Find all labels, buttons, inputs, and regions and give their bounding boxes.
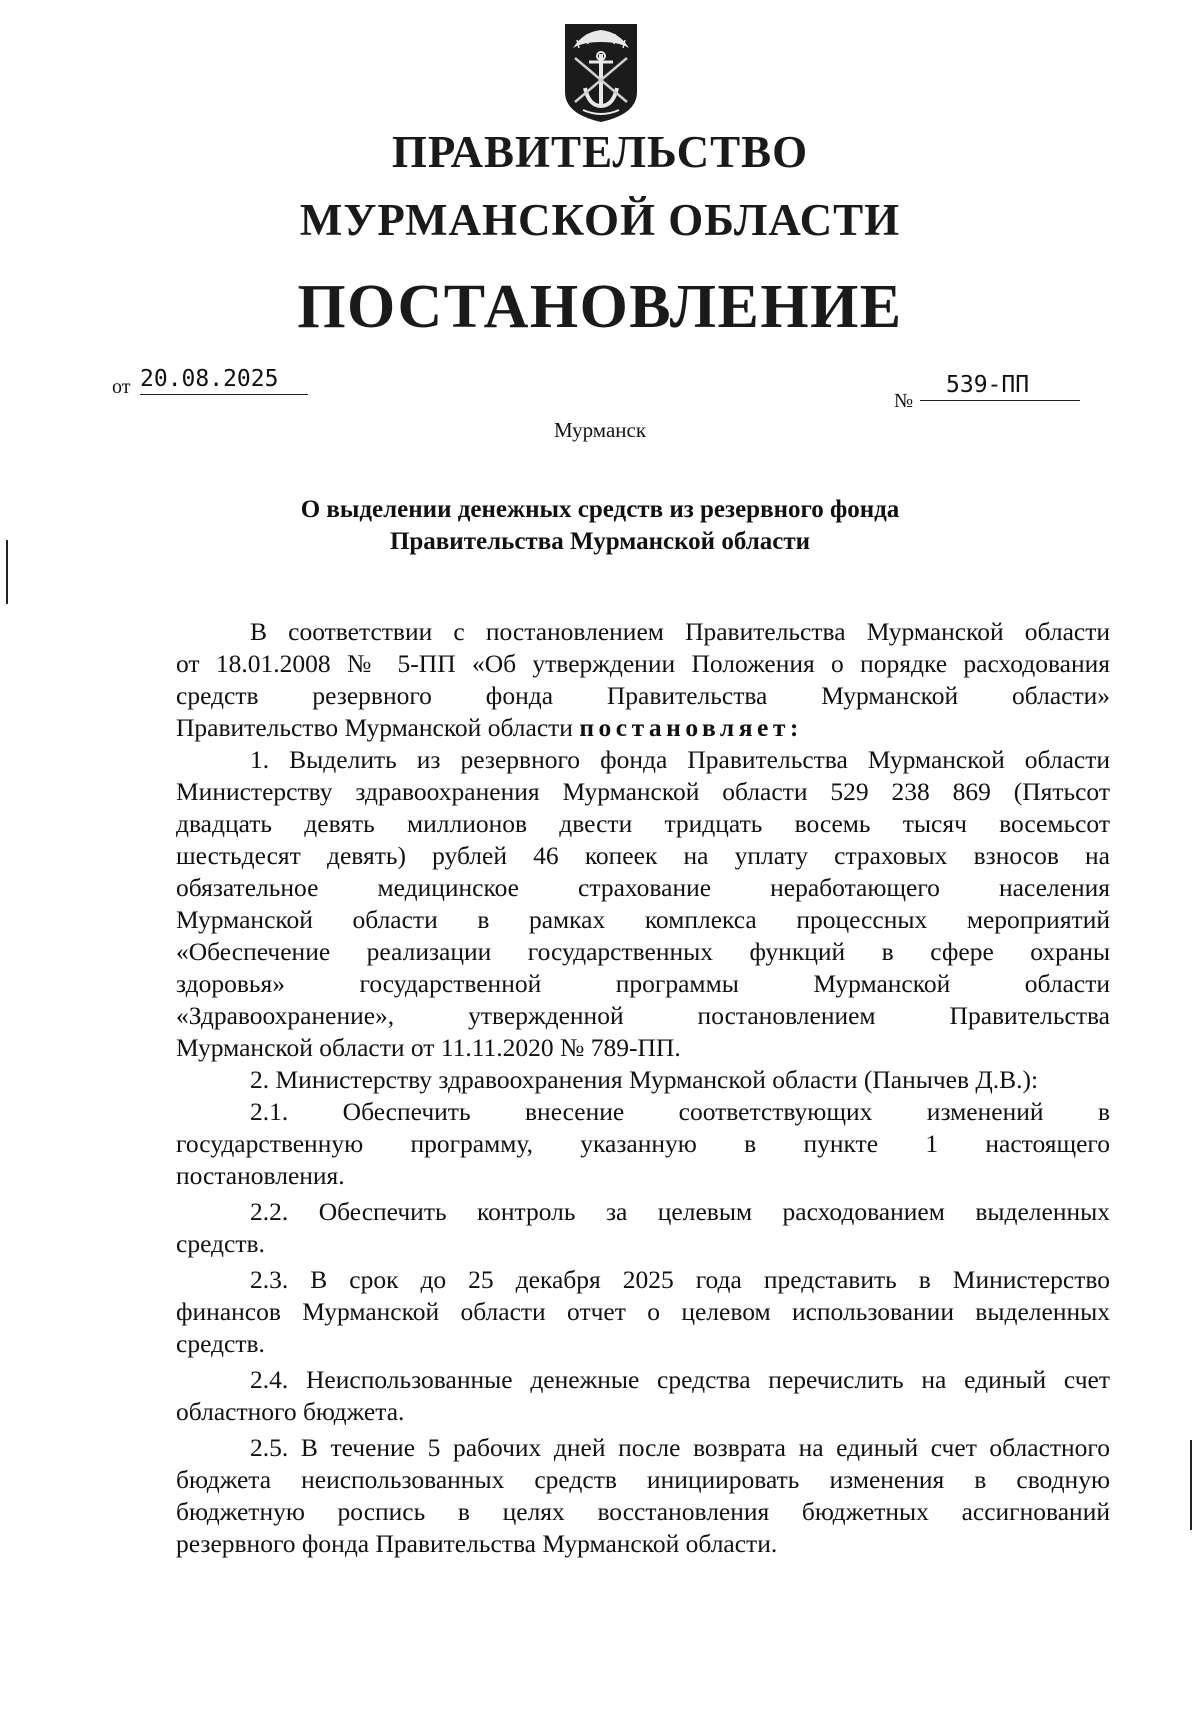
number-prefix: № [894, 390, 914, 412]
body-line: от 18.01.2008 № 5-ПП «Об утверждении Положения о порядке расходования [176, 649, 1110, 678]
coat-of-arms-icon [563, 22, 639, 124]
scan-margin-mark [1190, 1440, 1192, 1530]
body-line: здоровья» государственной программы Мурманской области [176, 969, 1110, 998]
body-line: Мурманской области от 11.11.2020 № 789-ПП. [176, 1033, 681, 1062]
body-line: бюджетную роспись в целях восстановления бюджетных ассигнований [176, 1497, 1110, 1526]
body-line: средств резервного фонда Правительства Мурманской области» [176, 681, 1110, 710]
body-line: шестьдесят девять) рублей 46 копеек на уплату страховых взносов на [176, 841, 1110, 870]
body-line: государственную программу, указанную в пункте 1 настоящего [176, 1129, 1110, 1158]
government-name-line-2: МУРМАНСКОЙ ОБЛАСТИ [299, 195, 901, 245]
body-line: 2.5. В течение 5 рабочих дней после возврата на единый счет областного [250, 1433, 1110, 1462]
body-line: средств. [176, 1329, 265, 1358]
government-name-line-1: ПРАВИТЕЛЬСТВО [391, 127, 809, 177]
body-line: Министерству здравоохранения Мурманской области 529 238 869 (Пятьсот [176, 777, 1110, 806]
body-line: финансов Мурманской области отчет о целевом использовании выделенных [176, 1297, 1110, 1326]
body-line: двадцать девять миллионов двести тридцать восемь тысяч восемьсот [176, 809, 1110, 838]
body-line: 2.2. Обеспечить контроль за целевым расходованием выделенных [250, 1197, 1110, 1226]
date-prefix: от [112, 376, 131, 398]
body-line: постановления. [176, 1161, 345, 1190]
body-line: областного бюджета. [176, 1397, 405, 1426]
scan-margin-mark [6, 540, 8, 604]
document-type-heading: ПОСТАНОВЛЕНИЕ [297, 273, 903, 341]
decree-number: 539-ПП [920, 372, 1080, 401]
body-line: 2.3. В срок до 25 декабря 2025 года представить в Министерство [250, 1265, 1110, 1294]
body-line: средств. [176, 1229, 265, 1258]
body-line: 2.1. Обеспечить внесение соответствующих изменений в [250, 1097, 1110, 1126]
body-line [176, 712, 1110, 744]
body-line: резервного фонда Правительства Мурманской области. [176, 1529, 778, 1558]
decree-title-line-1: О выделении денежных средств из резервного фонда [300, 496, 900, 523]
body-line: «Обеспечение реализации государственных функций в сфере охраны [176, 937, 1110, 966]
body-line: «Здравоохранение», утвержденной постановлением Правительства [176, 1001, 1110, 1030]
body-line: Мурманской области в рамках комплекса процессных мероприятий [176, 905, 1110, 934]
decree-date: 20.08.2025 [140, 366, 308, 395]
body-line: 2.4. Неиспользованные денежные средства перечислить на единый счет [250, 1365, 1110, 1394]
resolves-keyword: постановляет: [579, 713, 803, 742]
body-line: 2. Министерству здравоохранения Мурманской области (Панычев Д.В.): [250, 1065, 1039, 1094]
body-text: Правительство Мурманской области [176, 713, 580, 742]
city-name: Мурманск [553, 418, 647, 442]
body-line: 1. Выделить из резервного фонда Правительства Мурманской области [250, 745, 1110, 774]
body-line: В соответствии с постановлением Правительства Мурманской области [250, 617, 1110, 646]
body-line: бюджета неиспользованных средств инициировать изменения в сводную [176, 1465, 1110, 1494]
body-line: обязательное медицинское страхование неработающего населения [176, 873, 1110, 902]
decree-title-line-2: Правительства Мурманской области [389, 528, 811, 555]
